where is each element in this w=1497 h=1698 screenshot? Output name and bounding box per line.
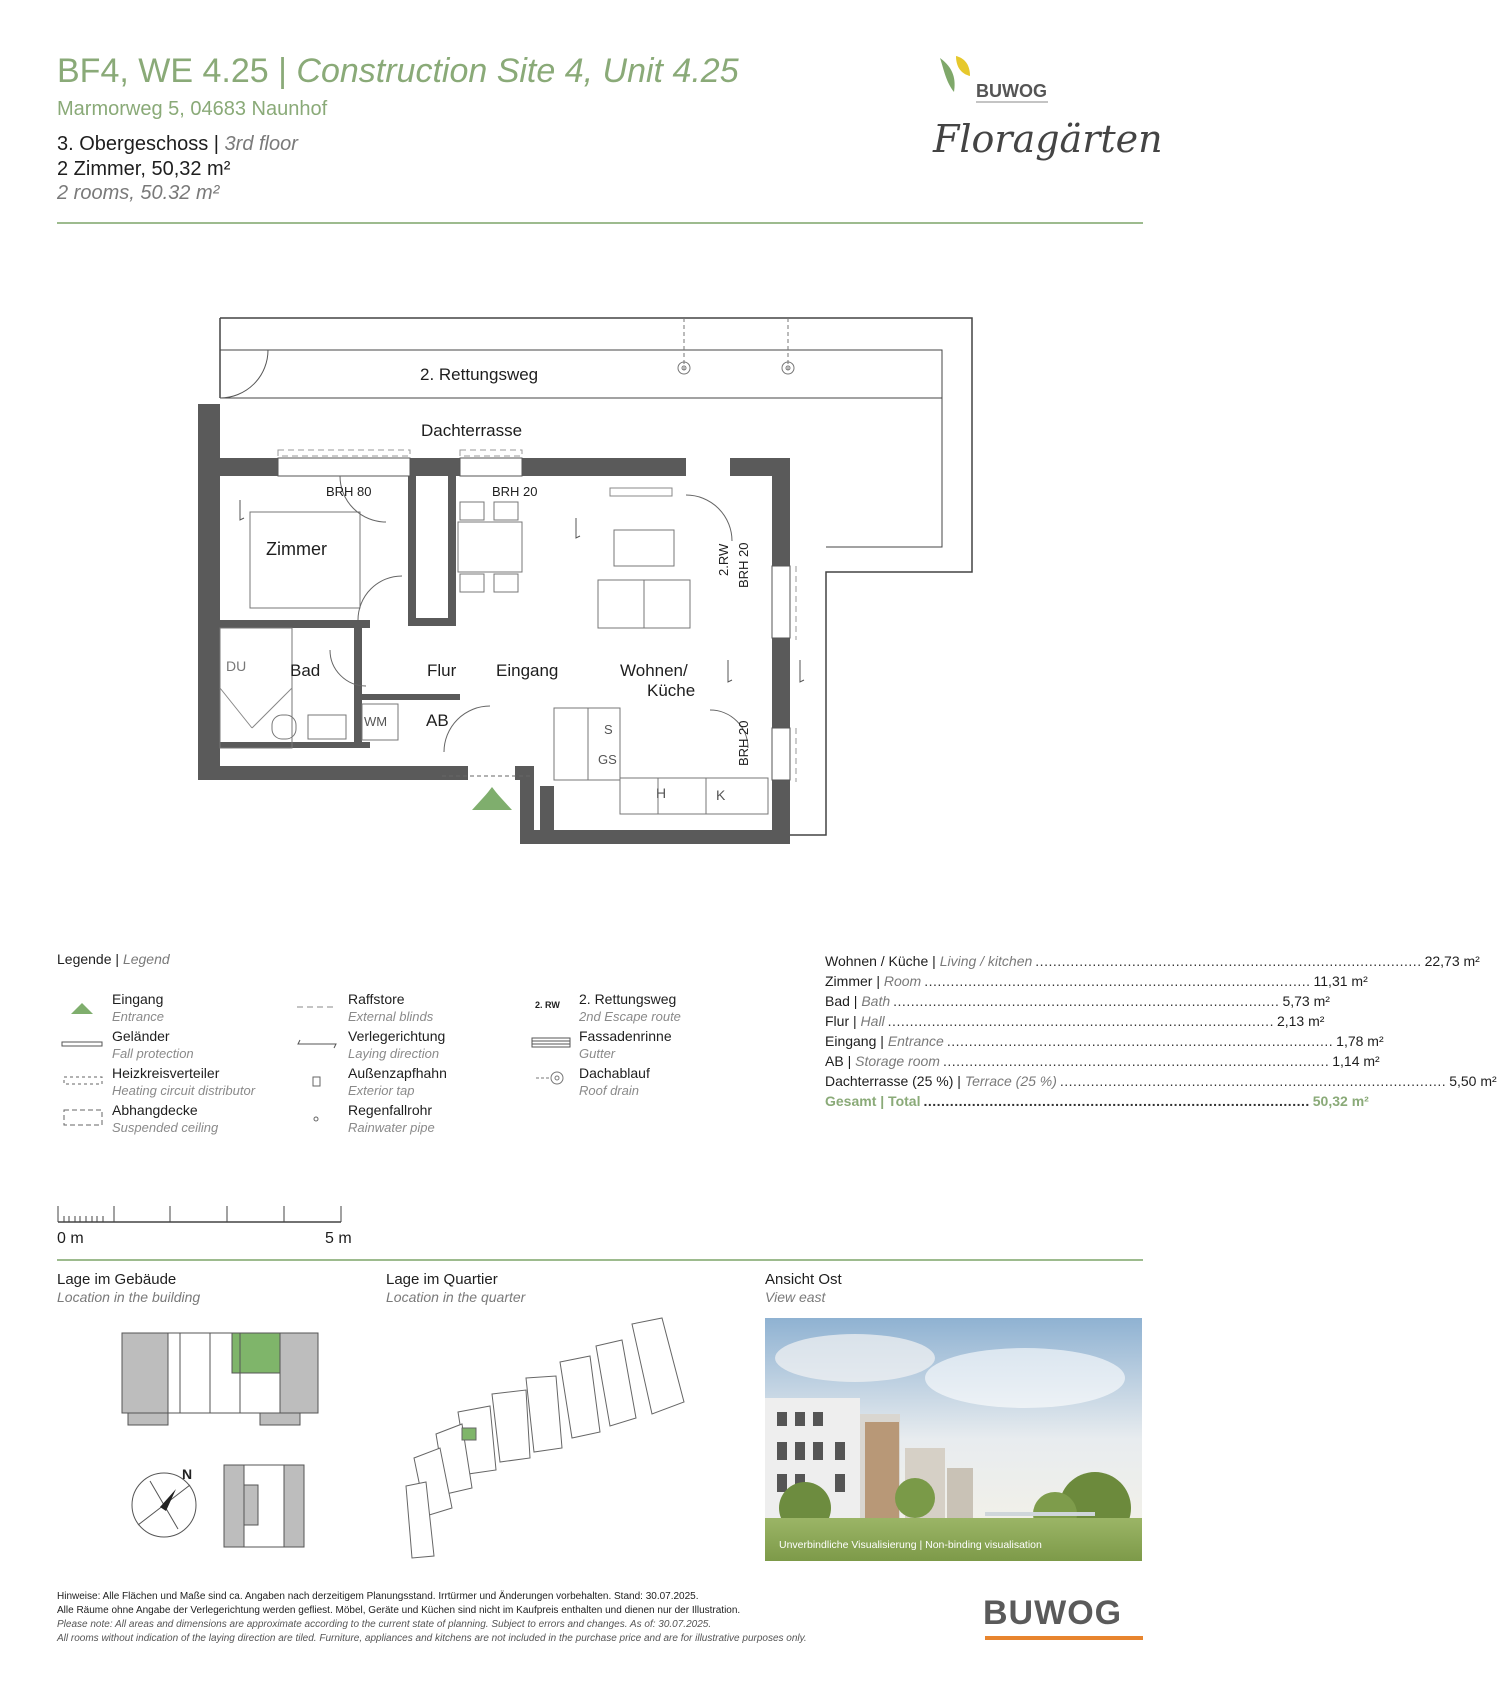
area-value: 22,73 m² [1424, 953, 1480, 969]
area-label: Eingang [825, 1033, 877, 1049]
title-separator: | [278, 52, 287, 90]
legend-col-1 [57, 990, 307, 1138]
label-s: S [604, 722, 613, 737]
address: Marmorweg 5, 04683 Naunhof [57, 98, 328, 120]
entrance-triangle-icon [69, 1002, 95, 1016]
label-kitchen: Küche [647, 681, 696, 700]
blinds-icon [296, 1004, 338, 1010]
legend-label: Abhangdecke [112, 1102, 198, 1118]
area-label: AB [825, 1053, 844, 1069]
location-building-title: Lage im Gebäude [57, 1271, 177, 1288]
area-row-living: Wohnen / Küche | Living / kitchen ..... 22,73 m² [825, 953, 1143, 969]
area-label-en: Room [883, 973, 922, 989]
disclaimer-notes [57, 1590, 877, 1646]
label-rw2: 2.RW [716, 543, 731, 576]
label-hall: Flur [427, 661, 457, 680]
legend-label: Dachablauf [579, 1065, 650, 1081]
view-title: Ansicht Ost [765, 1271, 842, 1288]
title-de: BF4, WE 4.25 [57, 52, 269, 90]
note-line: Please note: All areas and dimensions are approximate according to the current state of planning. Subject to errors and changes. As of: 30.07.2025. [57, 1619, 712, 1630]
area-value: 1,78 m² [1336, 1033, 1384, 1049]
label-brh20-b: BRH 20 [736, 542, 751, 588]
header-divider [57, 222, 1143, 224]
legend-label: Eingang [112, 991, 164, 1007]
area-row-room: Zimmer | Room ..... 11,31 m² [825, 973, 1143, 989]
total-value: 50,32 m² [1312, 1093, 1369, 1109]
area-value: 1,14 m² [1332, 1053, 1380, 1069]
rooms-de: 2 Zimmer, 50,32 m² [57, 158, 231, 180]
legend-label: Heizkreisverteiler [112, 1065, 220, 1081]
label-brh20-c: BRH 20 [736, 720, 751, 766]
area-row-hall: Flur | Hall ..... 2,13 m² [825, 1013, 1143, 1029]
legend-sublabel: Laying direction [348, 1046, 440, 1061]
note-line: Alle Räume ohne Angabe der Verlegerichtung werden gefliest. Möbel, Geräte und Küchen sind nicht im Kaufpreis enthalten und dienen nur der Illustration. [57, 1605, 741, 1616]
label-room: Zimmer [266, 539, 327, 559]
suspended-ceiling-icon [63, 1109, 103, 1127]
footer-logo-underline [985, 1636, 1143, 1640]
label-ab: AB [426, 711, 449, 730]
label-h: H [656, 785, 667, 801]
area-label: Bad [825, 993, 850, 1009]
note-line: All rooms without indication of the laying direction are tiled. Furniture, appliances and kitchens are not included in the purchase price and are for illustrative purposes only. [57, 1633, 807, 1644]
legend-sublabel: 2nd Escape route [579, 1009, 681, 1024]
legend-sublabel: Heating circuit distributor [112, 1083, 256, 1098]
gutter-icon [531, 1037, 571, 1049]
area-row-storage: AB | Storage room ..... 1,14 m² [825, 1053, 1143, 1069]
location-quarter-title: Lage im Quartier [386, 1271, 498, 1288]
laying-direction-icon [296, 1037, 338, 1051]
legend-title-sep: | [115, 951, 120, 967]
roof-drain-icon [678, 318, 794, 374]
legend-title [57, 951, 170, 967]
legend-sublabel: Entrance [112, 1009, 165, 1024]
label-brh80: BRH 80 [326, 484, 372, 499]
exterior-tap-icon [312, 1076, 322, 1088]
label-wm: WM [364, 714, 388, 729]
area-label-en: Storage room [855, 1053, 940, 1069]
legend-sublabel: External blinds [348, 1009, 434, 1024]
area-value: 5,73 m² [1282, 993, 1330, 1009]
logo-brand-text: BUWOG [976, 81, 1047, 101]
area-label-en: Hall [860, 1013, 885, 1029]
area-label-en: Bath [861, 993, 891, 1009]
legend-title-en: Legend [122, 951, 170, 967]
view-subtitle: View east [765, 1289, 826, 1305]
total-label: Gesamt | Total [825, 1093, 921, 1109]
label-shower: DU [226, 658, 247, 674]
location-quarter-subtitle: Location in the quarter [386, 1289, 526, 1305]
legend-label: Verlegerichtung [348, 1028, 446, 1044]
escape-route-icon: 2. RW [535, 1000, 560, 1010]
scale-start: 0 m [57, 1230, 84, 1247]
legend-col-2 [292, 990, 522, 1138]
label-terrace: Dachterrasse [421, 421, 523, 440]
area-value: 11,31 m² [1313, 973, 1368, 989]
legend-label: Raffstore [348, 991, 405, 1007]
floor-plan [190, 310, 990, 850]
area-label-en: Living / kitchen [939, 953, 1033, 969]
legend-col-3 [527, 990, 757, 1101]
legend-label: Fassadenrinne [579, 1028, 672, 1044]
building-plan-diagram [110, 1325, 340, 1570]
legend-sublabel: Roof drain [579, 1083, 639, 1098]
area-label: Flur [825, 1013, 850, 1029]
legend-sublabel: Exterior tap [348, 1083, 415, 1098]
area-label: Dachterrasse (25 %) [825, 1073, 954, 1089]
floor-en: 3rd floor [224, 133, 298, 155]
legend-label: Regenfallrohr [348, 1102, 433, 1118]
railing-icon [61, 1041, 103, 1049]
legend-label: Geländer [112, 1028, 170, 1044]
buwog-floragaerten-logo [933, 52, 1163, 182]
area-value: 5,50 m² [1449, 1073, 1497, 1089]
floor-separator: | [213, 133, 219, 155]
label-gs: GS [598, 752, 617, 767]
area-row-entrance: Eingang | Entrance ..... 1,78 m² [825, 1033, 1143, 1049]
area-label: Zimmer [825, 973, 873, 989]
area-row-total [825, 1093, 1369, 1109]
bottom-divider [57, 1259, 1143, 1261]
legend-title-de: Legende [57, 951, 112, 967]
title-en: Construction Site 4, Unit 4.25 [296, 52, 739, 90]
label-escape-route: 2. Rettungsweg [420, 365, 539, 384]
label-bath: Bad [290, 661, 321, 680]
label-k: K [716, 787, 726, 803]
legend-sublabel: Fall protection [112, 1046, 194, 1061]
legend-sublabel: Rainwater pipe [348, 1120, 435, 1135]
legend-label: 2. Rettungsweg [579, 991, 677, 1007]
label-entrance: Eingang [496, 661, 559, 680]
rooms-en: 2 rooms, 50.32 m² [57, 182, 220, 204]
label-living: Wohnen/ [620, 661, 688, 680]
legend-sublabel: Suspended ceiling [112, 1120, 219, 1135]
area-row-bath: Bad | Bath ..... 5,73 m² [825, 993, 1143, 1009]
scale-end: 5 m [325, 1230, 352, 1247]
page-title [57, 52, 739, 91]
area-label-en: Terrace (25 %) [964, 1073, 1057, 1089]
north-label: N [182, 1466, 193, 1482]
location-building-subtitle: Location in the building [57, 1289, 201, 1305]
rainwater-pipe-icon [312, 1115, 320, 1123]
note-line: Hinweise: Alle Flächen und Maße sind ca. Angaben nach derzeitigem Planungsstand. Irrtürmer und Änderungen vorbehalten. Stand: 30.07.2025. [57, 1591, 699, 1602]
scale-bar [57, 1202, 357, 1229]
area-row-terrace: Dachterrasse (25 %) | Terrace (25 %) ..... 5,50 m² [825, 1073, 1143, 1089]
visualisation-caption: Unverbindliche Visualisierung | Non-binding visualisation [779, 1539, 1042, 1551]
label-brh20-a: BRH 20 [492, 484, 538, 499]
floor-info [57, 133, 298, 156]
visualisation-image [765, 1318, 1142, 1561]
north-arrow-icon [132, 1466, 196, 1537]
floor-de: 3. Obergeschoss [57, 133, 209, 155]
quarter-map-diagram [400, 1318, 690, 1573]
roof-drain-icon [535, 1070, 569, 1086]
area-value: 2,13 m² [1276, 1013, 1325, 1029]
area-label: Wohnen / Küche [825, 953, 929, 969]
legend-sublabel: Gutter [579, 1046, 616, 1061]
logo-project-text: Floragärten [933, 117, 1163, 161]
area-label-en: Entrance [887, 1033, 944, 1049]
footer-logo: BUWOG [983, 1594, 1123, 1632]
heating-distributor-icon [63, 1076, 103, 1086]
legend-label: Außenzapfhahn [348, 1065, 447, 1081]
